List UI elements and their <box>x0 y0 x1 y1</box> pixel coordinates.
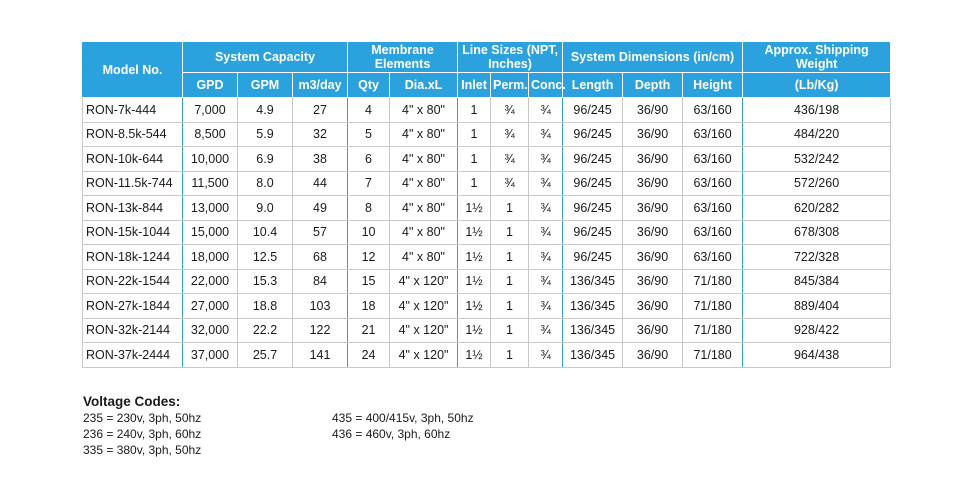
table-cell: 7,000 <box>183 98 238 123</box>
table-cell: 7 <box>348 171 390 196</box>
model-cell: RON-18k-1244 <box>83 245 183 270</box>
header-m3day: m3/day <box>293 73 348 98</box>
table-cell: 964/438 <box>743 343 891 368</box>
table-cell: 1 <box>491 245 529 270</box>
table-cell: 1 <box>491 220 529 245</box>
table-row <box>83 122 891 147</box>
table-cell: 1 <box>458 98 491 123</box>
table-cell: 1 <box>491 343 529 368</box>
table-cell: 9.0 <box>238 196 293 221</box>
header-inlet: Inlet <box>458 73 491 98</box>
table-cell: 36/90 <box>623 196 683 221</box>
table-cell: 36/90 <box>623 98 683 123</box>
table-cell: 1½ <box>458 294 491 319</box>
table-cell: 36/90 <box>623 147 683 172</box>
table-cell: 21 <box>348 318 390 343</box>
table-cell: 6.9 <box>238 147 293 172</box>
table-cell: 63/160 <box>683 171 743 196</box>
table-cell: 84 <box>293 269 348 294</box>
header-gpm: GPM <box>238 73 293 98</box>
model-cell: RON-22k-1544 <box>83 269 183 294</box>
table-cell: ¾ <box>529 245 563 270</box>
table-cell: 12 <box>348 245 390 270</box>
table-cell: 1 <box>491 294 529 319</box>
table-cell: 5.9 <box>238 122 293 147</box>
table-cell: 10,000 <box>183 147 238 172</box>
table-cell: 71/180 <box>683 269 743 294</box>
header-shipping-weight: Approx. Shipping Weight <box>743 42 891 73</box>
table-cell: 63/160 <box>683 245 743 270</box>
table-cell: 15,000 <box>183 220 238 245</box>
voltage-code: 236 = 240v, 3ph, 60hz <box>83 427 202 441</box>
table-cell: ¾ <box>491 98 529 123</box>
voltage-code: 436 = 460v, 3ph, 60hz <box>332 427 451 441</box>
table-cell: 22.2 <box>238 318 293 343</box>
table-cell: 532/242 <box>743 147 891 172</box>
table-cell: 71/180 <box>683 294 743 319</box>
table-cell: 63/160 <box>683 196 743 221</box>
table-cell: ¾ <box>529 269 563 294</box>
table-cell: 1½ <box>458 220 491 245</box>
table-cell: 12.5 <box>238 245 293 270</box>
table-cell: ¾ <box>529 294 563 319</box>
table-cell: 37,000 <box>183 343 238 368</box>
table-row <box>83 318 891 343</box>
table-cell: 8.0 <box>238 171 293 196</box>
table-cell: 36/90 <box>623 122 683 147</box>
table-cell: 11,500 <box>183 171 238 196</box>
table-cell: 15 <box>348 269 390 294</box>
table-cell: 13,000 <box>183 196 238 221</box>
table-cell: ¾ <box>491 171 529 196</box>
table-row <box>83 220 891 245</box>
header-dia: Dia.xL <box>390 73 458 98</box>
table-cell: 4" x 80" <box>390 98 458 123</box>
table-cell: ¾ <box>529 318 563 343</box>
header-conc: Conc. <box>529 73 563 98</box>
table-cell: 572/260 <box>743 171 891 196</box>
model-cell: RON-27k-1844 <box>83 294 183 319</box>
table-cell: 36/90 <box>623 294 683 319</box>
table-cell: ¾ <box>529 220 563 245</box>
table-cell: 678/308 <box>743 220 891 245</box>
model-cell: RON-15k-1044 <box>83 220 183 245</box>
table-row <box>83 147 891 172</box>
table-cell: 4" x 120" <box>390 318 458 343</box>
table-cell: 436/198 <box>743 98 891 123</box>
table-cell: 96/245 <box>563 196 623 221</box>
table-cell: 36/90 <box>623 245 683 270</box>
header-line-sizes: Line Sizes (NPT, Inches) <box>458 42 563 73</box>
table-cell: 4.9 <box>238 98 293 123</box>
table-cell: ¾ <box>529 343 563 368</box>
table-body <box>83 98 891 368</box>
header-lbkg: (Lb/Kg) <box>743 73 891 98</box>
table-cell: 1 <box>491 269 529 294</box>
table-cell: 36/90 <box>623 318 683 343</box>
table-cell: 620/282 <box>743 196 891 221</box>
table-cell: 63/160 <box>683 147 743 172</box>
table-cell: 63/160 <box>683 122 743 147</box>
table-cell: 63/160 <box>683 98 743 123</box>
table-cell: 1½ <box>458 269 491 294</box>
table-cell: 1½ <box>458 318 491 343</box>
table-cell: 96/245 <box>563 220 623 245</box>
model-cell: RON-37k-2444 <box>83 343 183 368</box>
table-cell: 96/245 <box>563 147 623 172</box>
table-cell: 18.8 <box>238 294 293 319</box>
table-cell: 24 <box>348 343 390 368</box>
table-cell: 96/245 <box>563 245 623 270</box>
table-cell: 32,000 <box>183 318 238 343</box>
table-cell: ¾ <box>529 196 563 221</box>
table-cell: 8,500 <box>183 122 238 147</box>
header-length: Length <box>563 73 623 98</box>
table-cell: 57 <box>293 220 348 245</box>
header-membrane-elements: Membrane Elements <box>348 42 458 73</box>
table-cell: 5 <box>348 122 390 147</box>
header-height: Height <box>683 73 743 98</box>
table-cell: 4" x 120" <box>390 269 458 294</box>
table-row <box>83 171 891 196</box>
table-cell: ¾ <box>529 147 563 172</box>
header-gpd: GPD <box>183 73 238 98</box>
table-cell: 122 <box>293 318 348 343</box>
table-cell: 38 <box>293 147 348 172</box>
voltage-codes <box>83 393 474 457</box>
table-cell: 4" x 80" <box>390 196 458 221</box>
table-row <box>83 98 891 123</box>
table-cell: 27 <box>293 98 348 123</box>
table-cell: 6 <box>348 147 390 172</box>
voltage-codes-left <box>83 410 333 458</box>
table-cell: 889/404 <box>743 294 891 319</box>
table-cell: 4" x 120" <box>390 343 458 368</box>
model-cell: RON-10k-644 <box>83 147 183 172</box>
table-cell: 4" x 80" <box>390 220 458 245</box>
table-cell: 1 <box>458 122 491 147</box>
voltage-code: 235 = 230v, 3ph, 50hz <box>83 411 202 425</box>
table-cell: ¾ <box>529 98 563 123</box>
table-cell: 10.4 <box>238 220 293 245</box>
voltage-codes-right <box>332 410 582 442</box>
table-cell: 722/328 <box>743 245 891 270</box>
table-cell: 1½ <box>458 245 491 270</box>
table-cell: 36/90 <box>623 220 683 245</box>
table-cell: 845/384 <box>743 269 891 294</box>
table-cell: 136/345 <box>563 343 623 368</box>
table-cell: 36/90 <box>623 343 683 368</box>
table-cell: 36/90 <box>623 269 683 294</box>
table-cell: 4" x 80" <box>390 147 458 172</box>
table-cell: 15.3 <box>238 269 293 294</box>
table-row <box>83 196 891 221</box>
table-cell: 96/245 <box>563 98 623 123</box>
header-system-capacity: System Capacity <box>183 42 348 73</box>
header-perm: Perm. <box>491 73 529 98</box>
table-cell: 1 <box>458 147 491 172</box>
table-cell: 928/422 <box>743 318 891 343</box>
header-system-dimensions: System Dimensions (in/cm) <box>563 42 743 73</box>
table-cell: 484/220 <box>743 122 891 147</box>
table-cell: ¾ <box>529 122 563 147</box>
table-cell: 44 <box>293 171 348 196</box>
table-cell: 25.7 <box>238 343 293 368</box>
table-cell: 36/90 <box>623 171 683 196</box>
model-cell: RON-32k-2144 <box>83 318 183 343</box>
spec-table <box>82 41 891 368</box>
table-cell: 32 <box>293 122 348 147</box>
table-cell: 71/180 <box>683 343 743 368</box>
table-row <box>83 343 891 368</box>
table-cell: 1 <box>491 196 529 221</box>
model-cell: RON-11.5k-744 <box>83 171 183 196</box>
table-cell: 96/245 <box>563 171 623 196</box>
table-cell: 1½ <box>458 196 491 221</box>
model-cell: RON-8.5k-544 <box>83 122 183 147</box>
table-cell: 96/245 <box>563 122 623 147</box>
table-cell: 1½ <box>458 343 491 368</box>
table-cell: 1 <box>491 318 529 343</box>
table-cell: 1 <box>458 171 491 196</box>
table-header <box>83 42 891 98</box>
header-model: Model No. <box>83 42 183 98</box>
table-cell: 4" x 80" <box>390 171 458 196</box>
voltage-codes-title: Voltage Codes: <box>83 394 181 409</box>
table-cell: 4 <box>348 98 390 123</box>
table-cell: 136/345 <box>563 318 623 343</box>
table-cell: ¾ <box>529 171 563 196</box>
table-cell: 4" x 80" <box>390 122 458 147</box>
table-cell: 4" x 120" <box>390 294 458 319</box>
table-row <box>83 245 891 270</box>
model-cell: RON-7k-444 <box>83 98 183 123</box>
header-qty: Qty <box>348 73 390 98</box>
table-cell: 136/345 <box>563 294 623 319</box>
header-depth: Depth <box>623 73 683 98</box>
table-cell: 136/345 <box>563 269 623 294</box>
table-cell: 49 <box>293 196 348 221</box>
table-cell: 18,000 <box>183 245 238 270</box>
table-row <box>83 269 891 294</box>
table-cell: 18 <box>348 294 390 319</box>
table-cell: 71/180 <box>683 318 743 343</box>
model-cell: RON-13k-844 <box>83 196 183 221</box>
table-cell: 8 <box>348 196 390 221</box>
table-cell: 63/160 <box>683 220 743 245</box>
table-cell: ¾ <box>491 122 529 147</box>
table-cell: 27,000 <box>183 294 238 319</box>
table-cell: 141 <box>293 343 348 368</box>
table-cell: 22,000 <box>183 269 238 294</box>
table-row <box>83 294 891 319</box>
voltage-code: 435 = 400/415v, 3ph, 50hz <box>332 411 474 425</box>
voltage-code: 335 = 380v, 3ph, 50hz <box>83 443 202 457</box>
table-cell: 10 <box>348 220 390 245</box>
table-cell: 68 <box>293 245 348 270</box>
table-cell: ¾ <box>491 147 529 172</box>
table-cell: 4" x 80" <box>390 245 458 270</box>
table-cell: 103 <box>293 294 348 319</box>
